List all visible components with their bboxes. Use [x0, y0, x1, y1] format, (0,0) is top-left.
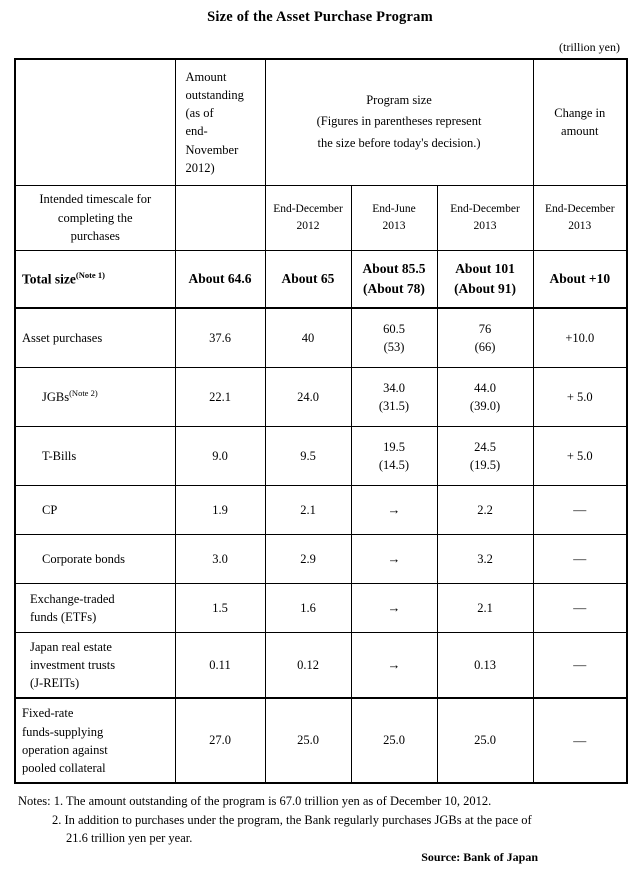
note-2-line-1: 2. In addition to purchases under the program, the Bank regularly purchases JGBs at the pace of: [52, 812, 532, 827]
timescale-col2-line1: End-June: [372, 202, 416, 215]
row-outstanding-value: 1.5: [212, 600, 228, 615]
row-label-cell: [15, 633, 175, 699]
total-size-change: [533, 251, 627, 309]
row-change: [533, 427, 627, 486]
row-end-dec-2013-main: 2.2: [477, 502, 493, 517]
row-label-line-2: investment trusts: [30, 658, 116, 673]
header-change-in-amount: [533, 59, 627, 185]
row-outstanding: [175, 368, 265, 427]
row-end-jun-2013-main: 34.0: [383, 380, 405, 395]
row-end-dec-2013-paren: (39.0): [469, 399, 501, 413]
header-amount-outstanding: [175, 59, 265, 185]
row-note-marker: (Note 2): [69, 388, 98, 399]
total-size-change-value: About +10: [549, 271, 611, 286]
table-row: [15, 427, 627, 486]
row-label-cell: [15, 427, 175, 486]
row-outstanding-value: 1.9: [212, 502, 228, 517]
change-line-1: Change in: [554, 105, 606, 120]
row-change-value: +10.0: [565, 330, 595, 345]
total-size-end-dec-2013-paren: (About 91): [454, 281, 516, 296]
header-blank-cell: [15, 59, 175, 185]
row-label: CP: [42, 502, 58, 517]
row-outstanding: [175, 427, 265, 486]
total-size-end-dec-2013-main: About 101: [455, 261, 515, 277]
total-size-row: [15, 251, 627, 309]
row-label: JGBs: [42, 390, 70, 405]
row-end-jun-2013-main: →: [387, 551, 401, 566]
row-change: [533, 633, 627, 699]
row-end-jun-2013-main: 19.5: [383, 439, 405, 454]
row-end-dec-2013-main: 24.5: [474, 439, 496, 454]
timescale-line-1: Intended timescale for: [39, 191, 152, 206]
row-end-dec-2012-value: 2.1: [300, 502, 316, 517]
row-end-jun-2013-main: 25.0: [383, 733, 405, 748]
program-size-line-3: the size before today's decision.): [317, 136, 481, 151]
total-size-end-dec-2012: [265, 251, 351, 309]
table-row: [15, 368, 627, 427]
row-end-dec-2013-paren: (19.5): [469, 458, 501, 472]
timescale-col4-line1: End-December: [544, 202, 615, 215]
row-end-dec-2012: [265, 486, 351, 535]
row-label-cell: [15, 584, 175, 633]
row-end-dec-2013: [437, 633, 533, 699]
row-outstanding-value: 22.1: [209, 389, 231, 404]
row-label-cell: [15, 698, 175, 783]
row-end-dec-2012: [265, 633, 351, 699]
row-end-dec-2013: [437, 486, 533, 535]
unit-note: (trillion yen): [559, 40, 620, 54]
program-size-line-1: Program size: [366, 92, 432, 107]
row-end-dec-2013-main: 0.13: [474, 657, 496, 672]
row-end-jun-2013: [351, 535, 437, 584]
timescale-col-end-dec-2012: [265, 185, 351, 250]
timescale-col3-line1: End-December: [450, 202, 520, 215]
amount-line-3: (as of: [185, 106, 214, 121]
row-end-dec-2013-paren: (66): [474, 340, 496, 354]
timescale-col-end-dec-2013: [437, 185, 533, 250]
row-end-jun-2013-main: 60.5: [383, 321, 405, 336]
row-outstanding: [175, 633, 265, 699]
asset-purchase-program-table: [14, 58, 628, 784]
row-label-line-3: operation against: [22, 742, 108, 757]
timescale-col-end-jun-2013: [351, 185, 437, 250]
total-size-end-jun-2013-paren: (About 78): [363, 281, 425, 296]
row-change-value: + 5.0: [566, 389, 593, 404]
page-title: Size of the Asset Purchase Program: [207, 9, 433, 25]
row-end-dec-2012-value: 0.12: [297, 657, 319, 672]
row-outstanding-value: 0.11: [209, 657, 231, 672]
row-outstanding: [175, 308, 265, 368]
row-label-cell: [15, 535, 175, 584]
row-end-jun-2013: [351, 368, 437, 427]
row-end-dec-2013-main: 25.0: [474, 733, 496, 748]
row-label-cell: [15, 308, 175, 368]
row-outstanding-value: 27.0: [209, 733, 231, 748]
row-end-dec-2013-main: 44.0: [474, 380, 496, 395]
row-outstanding-value: 9.0: [212, 448, 228, 463]
table-row: [15, 584, 627, 633]
table-row: [15, 633, 627, 699]
row-end-dec-2013-main: 76: [478, 321, 492, 336]
row-change-value: —: [573, 502, 587, 517]
row-change: [533, 535, 627, 584]
row-end-jun-2013-main: →: [387, 502, 401, 517]
row-change: [533, 308, 627, 368]
note-2-line-2: 21.6 trillion yen per year.: [66, 831, 193, 846]
timescale-col1-line1: End-December: [273, 202, 343, 215]
row-outstanding: [175, 698, 265, 783]
row-label-line-2: funds (ETFs): [30, 610, 97, 624]
amount-line-1: Amount: [185, 70, 227, 84]
row-change: [533, 698, 627, 783]
table-row: [15, 486, 627, 535]
timescale-row: [15, 185, 627, 250]
row-label-line-3: (J-REITs): [30, 676, 80, 691]
row-change: [533, 584, 627, 633]
note-line-1: [18, 792, 626, 811]
row-end-jun-2013-paren: (14.5): [378, 458, 410, 472]
source-label: Source: Bank of Japan: [421, 850, 538, 865]
row-end-dec-2012: [265, 584, 351, 633]
document-page: [0, 9, 640, 892]
amount-line-4: end-November: [185, 124, 239, 157]
row-label: Asset purchases: [22, 330, 103, 345]
row-end-jun-2013-main: →: [387, 600, 401, 615]
program-size-line-2: (Figures in parentheses represent: [316, 114, 482, 129]
row-label: T-Bills: [42, 448, 77, 463]
row-outstanding: [175, 486, 265, 535]
total-size-outstanding-value: About 64.6: [188, 271, 252, 286]
amount-line-5: 2012): [185, 160, 215, 175]
row-end-jun-2013-main: →: [387, 657, 401, 673]
note-1-text: 1. The amount outstanding of the program is 67.0 trillion yen as of December 10, 2012.: [53, 793, 492, 808]
row-end-dec-2012: [265, 698, 351, 783]
table-row: [15, 535, 627, 584]
total-size-end-jun-2013: [351, 251, 437, 309]
timescale-outstanding-blank: [175, 185, 265, 250]
row-outstanding: [175, 584, 265, 633]
row-label: Corporate bonds: [42, 551, 125, 566]
timescale-col-change-end-dec-2013: [533, 185, 627, 250]
row-end-jun-2013: [351, 584, 437, 633]
row-end-dec-2012: [265, 308, 351, 368]
row-change-value: —: [573, 551, 587, 566]
row-end-jun-2013: [351, 633, 437, 699]
row-label-line-4: pooled collateral: [22, 760, 106, 775]
row-change-value: + 5.0: [566, 448, 593, 463]
row-end-dec-2013-main: 2.1: [477, 600, 493, 615]
notes-heading: Notes:: [18, 793, 51, 808]
row-label-line-1: Fixed-rate: [22, 706, 74, 721]
row-end-dec-2013: [437, 584, 533, 633]
row-label-line-2: funds-supplying: [22, 724, 104, 739]
timescale-line-2: completing the: [57, 210, 133, 225]
timescale-label-cell: [15, 185, 175, 250]
row-change-value: —: [573, 600, 587, 615]
row-end-jun-2013: [351, 486, 437, 535]
row-outstanding-value: 37.6: [209, 330, 231, 345]
header-program-size: [265, 59, 533, 185]
table-header-row: [15, 59, 627, 185]
row-end-jun-2013-paren: (53): [383, 340, 405, 354]
row-end-dec-2012-value: 24.0: [297, 389, 319, 404]
timescale-col1-line2: 2012: [296, 219, 320, 232]
timescale-line-3: purchases: [70, 229, 120, 244]
row-end-dec-2012-value: 25.0: [297, 733, 319, 748]
total-size-end-dec-2012-value: About 65: [281, 271, 335, 286]
row-label-cell: [15, 368, 175, 427]
row-end-dec-2012: [265, 427, 351, 486]
row-end-dec-2012-value: 1.6: [300, 600, 316, 615]
row-end-dec-2013-main: 3.2: [477, 551, 493, 566]
row-change: [533, 486, 627, 535]
timescale-col2-line2: 2013: [382, 219, 406, 232]
timescale-col3-line2: 2013: [473, 219, 497, 232]
row-end-dec-2012: [265, 535, 351, 584]
row-change-value: —: [573, 657, 587, 673]
total-size-note-marker: (Note 1): [75, 270, 105, 281]
total-size-label-cell: [15, 251, 175, 309]
row-end-dec-2012: [265, 368, 351, 427]
row-end-dec-2013: [437, 535, 533, 584]
change-line-2: amount: [561, 124, 599, 139]
total-size-end-jun-2013-main: About 85.5: [362, 261, 426, 277]
row-end-dec-2012-value: 9.5: [300, 448, 316, 463]
row-end-dec-2013: [437, 368, 533, 427]
total-size-end-dec-2013: [437, 251, 533, 309]
notes-section: [14, 792, 626, 848]
total-size-outstanding: [175, 251, 265, 309]
row-end-dec-2012-value: 2.9: [300, 551, 316, 566]
row-change-value: —: [573, 732, 587, 748]
timescale-col4-line2: 2013: [568, 219, 592, 232]
row-end-jun-2013-paren: (31.5): [378, 399, 410, 413]
row-outstanding-value: 3.0: [212, 551, 228, 566]
row-label-line-1: Exchange-traded: [30, 591, 115, 606]
row-end-dec-2013: [437, 698, 533, 783]
row-end-dec-2012-value: 40: [301, 330, 315, 345]
row-change: [533, 368, 627, 427]
table-row: [15, 698, 627, 783]
amount-line-2: outstanding: [185, 88, 244, 103]
row-end-jun-2013: [351, 427, 437, 486]
row-outstanding: [175, 535, 265, 584]
row-end-dec-2013: [437, 308, 533, 368]
row-label-cell: [15, 486, 175, 535]
row-end-jun-2013: [351, 308, 437, 368]
row-label-line-1: Japan real estate: [30, 640, 112, 654]
table-row: [15, 308, 627, 368]
row-end-jun-2013: [351, 698, 437, 783]
total-size-label: Total size: [22, 271, 76, 287]
row-end-dec-2013: [437, 427, 533, 486]
